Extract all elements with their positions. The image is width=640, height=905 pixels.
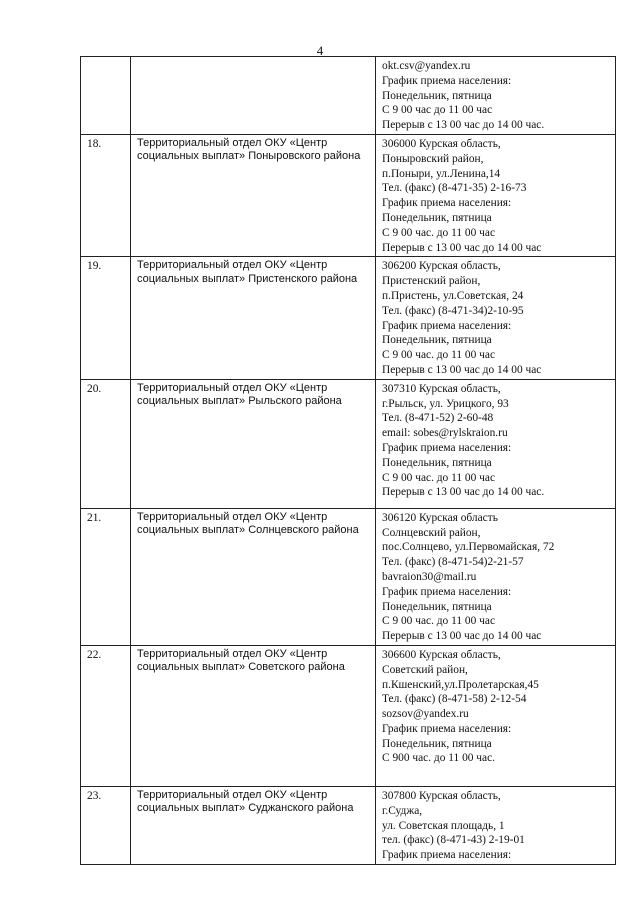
row-number: 23.	[81, 786, 131, 864]
office-name: Территориальный отдел ОКУ «Центр социальных выплат» Суджанского района	[131, 786, 376, 864]
contact-line: С 9 00 час до 11 00 час	[382, 104, 493, 117]
contact-line: С 900 час. до 11 00 час.	[382, 752, 495, 765]
contact-line: График приема населения:	[382, 74, 512, 87]
contact-line: sozsov@yandex.ru	[382, 708, 469, 721]
contact-line: Понедельник, пятница	[382, 334, 492, 347]
contact-line: Пристенский район,	[382, 275, 481, 288]
row-number: 21.	[81, 508, 131, 645]
contact-line: пос.Солнцево, ул.Первомайская, 72	[382, 541, 555, 554]
contact-line: 306600 Курская область,	[382, 648, 501, 661]
contact-line: ул. Советская площадь, 1	[382, 819, 505, 832]
contact-line: График приема населения:	[382, 585, 512, 598]
contact-line: г.Рыльск, ул. Урицкого, 93	[382, 397, 509, 410]
contact-line: Перерыв с 13 00 час до 14 00 час.	[382, 486, 545, 499]
contact-line: п.Кшенский,ул.Пролетарская,45	[382, 678, 539, 691]
contact-line: bavraion30@mail.ru	[382, 570, 477, 583]
row-number	[81, 57, 131, 135]
page-number: 4	[316, 43, 324, 58]
contact-line: Солнцевский район,	[382, 526, 481, 539]
table-row	[81, 57, 616, 135]
contact-line: 306120 Курская область	[382, 511, 498, 524]
contact-line: График приема населения:	[382, 849, 512, 862]
office-name: Территориальный отдел ОКУ «Центр социальных выплат» Советского района	[131, 645, 376, 786]
contact-line: Перерыв с 13 00 час до 14 00 час.	[382, 119, 545, 132]
contact-line: 307800 Курская область,	[382, 789, 501, 802]
contact-line: Понедельник, пятница	[382, 737, 492, 750]
contact-line: Понедельник, пятница	[382, 89, 492, 102]
table-row	[81, 257, 616, 379]
office-contacts	[376, 57, 616, 135]
contact-line: п.Поныри, ул.Ленина,14	[382, 167, 501, 180]
contact-line: Понедельник, пятница	[382, 600, 492, 613]
office-name: Территориальный отдел ОКУ «Центр социальных выплат» Солнцевского района	[131, 508, 376, 645]
office-name: Территориальный отдел ОКУ «Центр социальных выплат» Рыльского района	[131, 379, 376, 508]
contact-line: тел. (факс) (8-471-43) 2-19-01	[382, 834, 525, 847]
contact-line: Перерыв с 13 00 час до 14 00 час	[382, 241, 542, 254]
contact-line: Тел. (8-471-52) 2-60-48	[382, 412, 494, 425]
office-contacts	[376, 134, 616, 256]
contact-line: г.Суджа,	[382, 804, 423, 817]
contact-line: График приема населения:	[382, 319, 512, 332]
table-row	[81, 508, 616, 645]
contact-line: okt.csv@yandex.ru	[382, 60, 471, 72]
contact-line: 307310 Курская область,	[382, 382, 501, 395]
contact-line: С 9 00 час. до 11 00 час	[382, 471, 495, 484]
office-contacts	[376, 786, 616, 864]
row-number: 18.	[81, 134, 131, 256]
office-name	[131, 57, 376, 135]
contact-line: Перерыв с 13 00 час до 14 00 час	[382, 630, 542, 643]
row-number: 19.	[81, 257, 131, 379]
table-row	[81, 786, 616, 864]
offices-table	[80, 56, 616, 865]
contact-line: email: sobes@rylskraion.ru	[382, 427, 508, 440]
contact-line: п.Пристень, ул.Советская, 24	[382, 289, 524, 302]
contact-line: Тел. (факс) (8-471-35) 2-16-73	[382, 182, 527, 195]
contact-line: Перерыв с 13 00 час до 14 00 час	[382, 363, 542, 376]
contact-line: Советский район,	[382, 663, 468, 676]
contact-line: График приема населения:	[382, 441, 512, 454]
contact-line: Понедельник, пятница	[382, 456, 492, 469]
row-number: 20.	[81, 379, 131, 508]
contact-line: Тел. (факс) (8-471-58) 2-12-54	[382, 693, 527, 706]
office-contacts	[376, 257, 616, 379]
contact-line: 306000 Курская область,	[382, 137, 501, 150]
contact-line: Понедельник, пятница	[382, 211, 492, 224]
contact-line: Тел. (факс) (8-471-54)2-21-57	[382, 556, 524, 569]
office-contacts	[376, 379, 616, 508]
office-name: Территориальный отдел ОКУ «Центр социальных выплат» Поныровского района	[131, 134, 376, 256]
table-row	[81, 645, 616, 786]
contact-line: Поныровский район,	[382, 152, 484, 165]
contact-line: С 9 00 час. до 11 00 час	[382, 226, 495, 239]
contact-line: Тел. (факс) (8-471-34)2-10-95	[382, 304, 524, 317]
contact-line: С 9 00 час. до 11 00 час	[382, 615, 495, 628]
contact-line: 306200 Курская область,	[382, 260, 501, 273]
contact-line: График приема населения:	[382, 197, 512, 210]
table-row	[81, 134, 616, 256]
contact-line: График приема населения:	[382, 722, 512, 735]
office-contacts	[376, 508, 616, 645]
contact-line: С 9 00 час. до 11 00 час	[382, 349, 495, 362]
row-number: 22.	[81, 645, 131, 786]
office-name: Территориальный отдел ОКУ «Центр социальных выплат» Пристенского района	[131, 257, 376, 379]
table-row	[81, 379, 616, 508]
office-contacts	[376, 645, 616, 786]
